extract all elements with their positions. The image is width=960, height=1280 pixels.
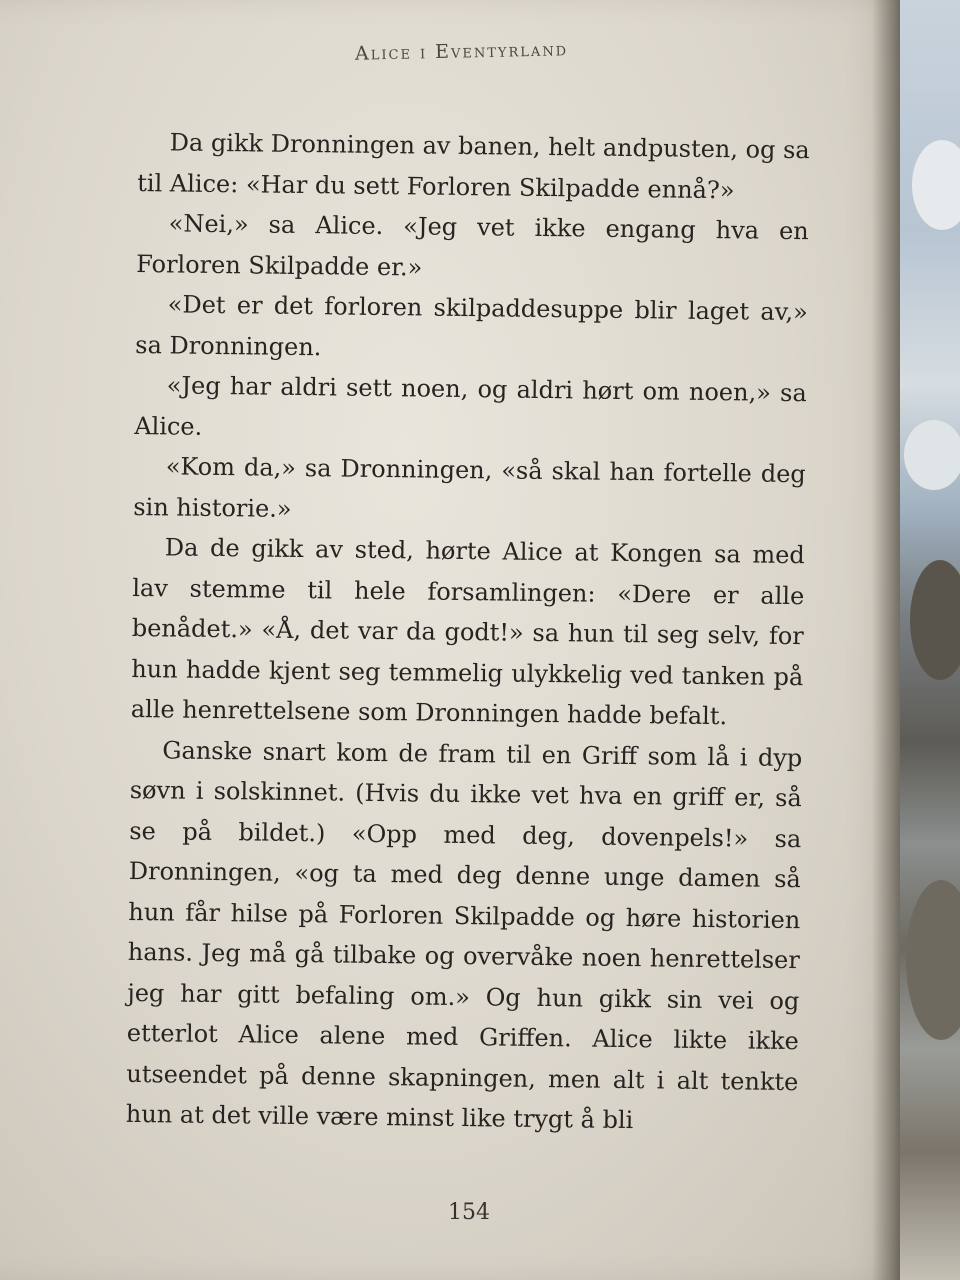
running-header: Alice i Eventyrland [354,38,569,65]
facing-page-illustration [900,0,960,1280]
paragraph: «Kom da,» sa Dronningen, «så skal han fortelle deg sin historie.» [133,452,806,523]
paragraph: Ganske snart kom de fram til en Griff som lå i dyp søvn i solskinnet. (Hvis du ikke vet hva en griff er, så se på bildet.) «Opp med deg, dovenpels!» sa Dronningen, «og ta med deg denne unge damen så hun får hilse på Forloren Skilpadde og høre historien hans. Jeg må gå tilbake og overvåke noen henrettelser jeg har gitt befaling om.» Og hun gikk sin vei og etterlot Alice alene med Griffen. Alice likte ikke utseendet på denne skapningen, men alt i alt tenkte hun at det ville være minst like trygt å bli [125,735,803,1135]
illustration-rock [906,880,960,1040]
paragraph: Da gikk Dronningen av banen, helt andpusten, og sa til Alice: «Har du sett Forloren Skilpadde ennå?» [137,128,810,204]
paragraph: «Det er det forloren skilpaddesuppe blir laget av,» sa Dronningen. [135,290,808,361]
page-number: 154 [448,1200,490,1225]
paragraph: Da de gikk av sted, hørte Alice at Kongen sa med lav stemme til hele forsamlingen: «Dere er alle benådet.» «Å, det var da godt!» sa hun til seg selv, for hun hadde kjent seg temmelig ulykkelig ved tanken på alle henrettelsene som Dronningen hadde befalt. [130,533,805,731]
page-text [126,122,810,1143]
illustration-rock [910,560,960,680]
illustration-cloud [912,140,960,230]
paragraph: «Nei,» sa Alice. «Jeg vet ikke engang hva en Forloren Skilpadde er.» [136,209,809,281]
paragraph: «Jeg har aldri sett noen, og aldri hørt om noen,» sa Alice. [134,371,807,441]
illustration-cloud [904,420,960,490]
